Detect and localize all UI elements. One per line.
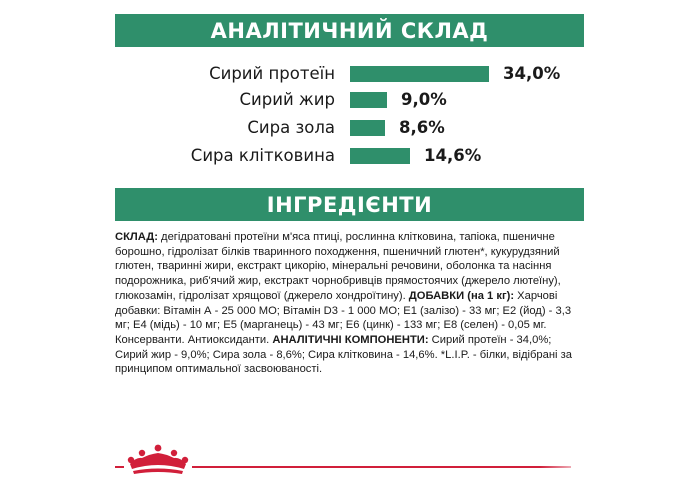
ingredients-banner xyxy=(115,188,584,221)
composition-text xyxy=(115,230,587,377)
analysis-bar xyxy=(350,66,489,82)
analysis-label: Сирий протеїн xyxy=(209,64,335,83)
analysis-bar xyxy=(350,120,385,136)
analysis-row-protein xyxy=(0,64,700,84)
analysis-value: 34,0% xyxy=(503,64,561,83)
analysis-bar xyxy=(350,148,410,164)
ingredients-title: ІНГРЕДІЄНТИ xyxy=(266,192,433,217)
additives-heading: ДОБАВКИ (на 1 кг): xyxy=(408,289,515,302)
analysis-title: АНАЛІТИЧНИЙ СКЛАД xyxy=(210,18,489,43)
analysis-label: Сира зола xyxy=(247,118,335,137)
analysis-row-fat xyxy=(0,90,700,110)
analytical-components-heading: АНАЛІТИЧНІ КОМПОНЕНТИ: xyxy=(272,333,429,346)
analysis-row-fibre xyxy=(0,146,700,166)
analysis-value: 14,6% xyxy=(424,146,482,165)
analysis-label: Сира клітковина xyxy=(190,146,335,165)
analytical-components-body: Сирий протеїн - 34,0%; Сирий жир - 9,0%; Сира зола - 8,6%; Сира клітковина - 14,6%. *L.I.P. - білки, відібрані за принципом оптимальної засвоюваності. xyxy=(115,333,572,376)
crown-icon xyxy=(124,440,192,480)
composition-heading: СКЛАД: xyxy=(115,231,158,243)
footer-line-right xyxy=(191,466,571,468)
additives-body: Харчові добавки: Вітамін А - 25 000 МО; Вітамін D3 - 1 000 МО; Е1 (залізо) - 33 мг; Е2 (йод) - 3,3 мг; Е4 (мідь) - 10 мг; Е5 (марганець) - 43 мг; Е6 (цинк) - 133 мг; Е8 (селен) - 0,05 мг. Консерванти. Антиоксиданти. xyxy=(115,289,572,346)
analysis-label: Сирий жир xyxy=(239,90,335,109)
analysis-value: 8,6% xyxy=(399,118,445,137)
analysis-bar xyxy=(350,92,387,108)
analysis-value: 9,0% xyxy=(401,90,447,109)
footer-line-fade xyxy=(540,462,590,472)
analysis-banner xyxy=(115,14,584,47)
analysis-row-ash xyxy=(0,118,700,138)
composition-body: дегідратовані протеїни м'яса птиці, рослинна клітковина, тапіока, пшеничне борошно, гідролізат білків тваринного походження, пшеничний глютен*, кукурудзяний глютен, тваринні жири, екстракт цикорію, мінеральні речовини, оболонка та насіння подорожника, риб'ячий жир, екстракт чорнобривців прямостоячих (джерело лютеїну), глюкозамін, гідролізат хрящової (джерело хондроїтину). xyxy=(115,231,561,302)
